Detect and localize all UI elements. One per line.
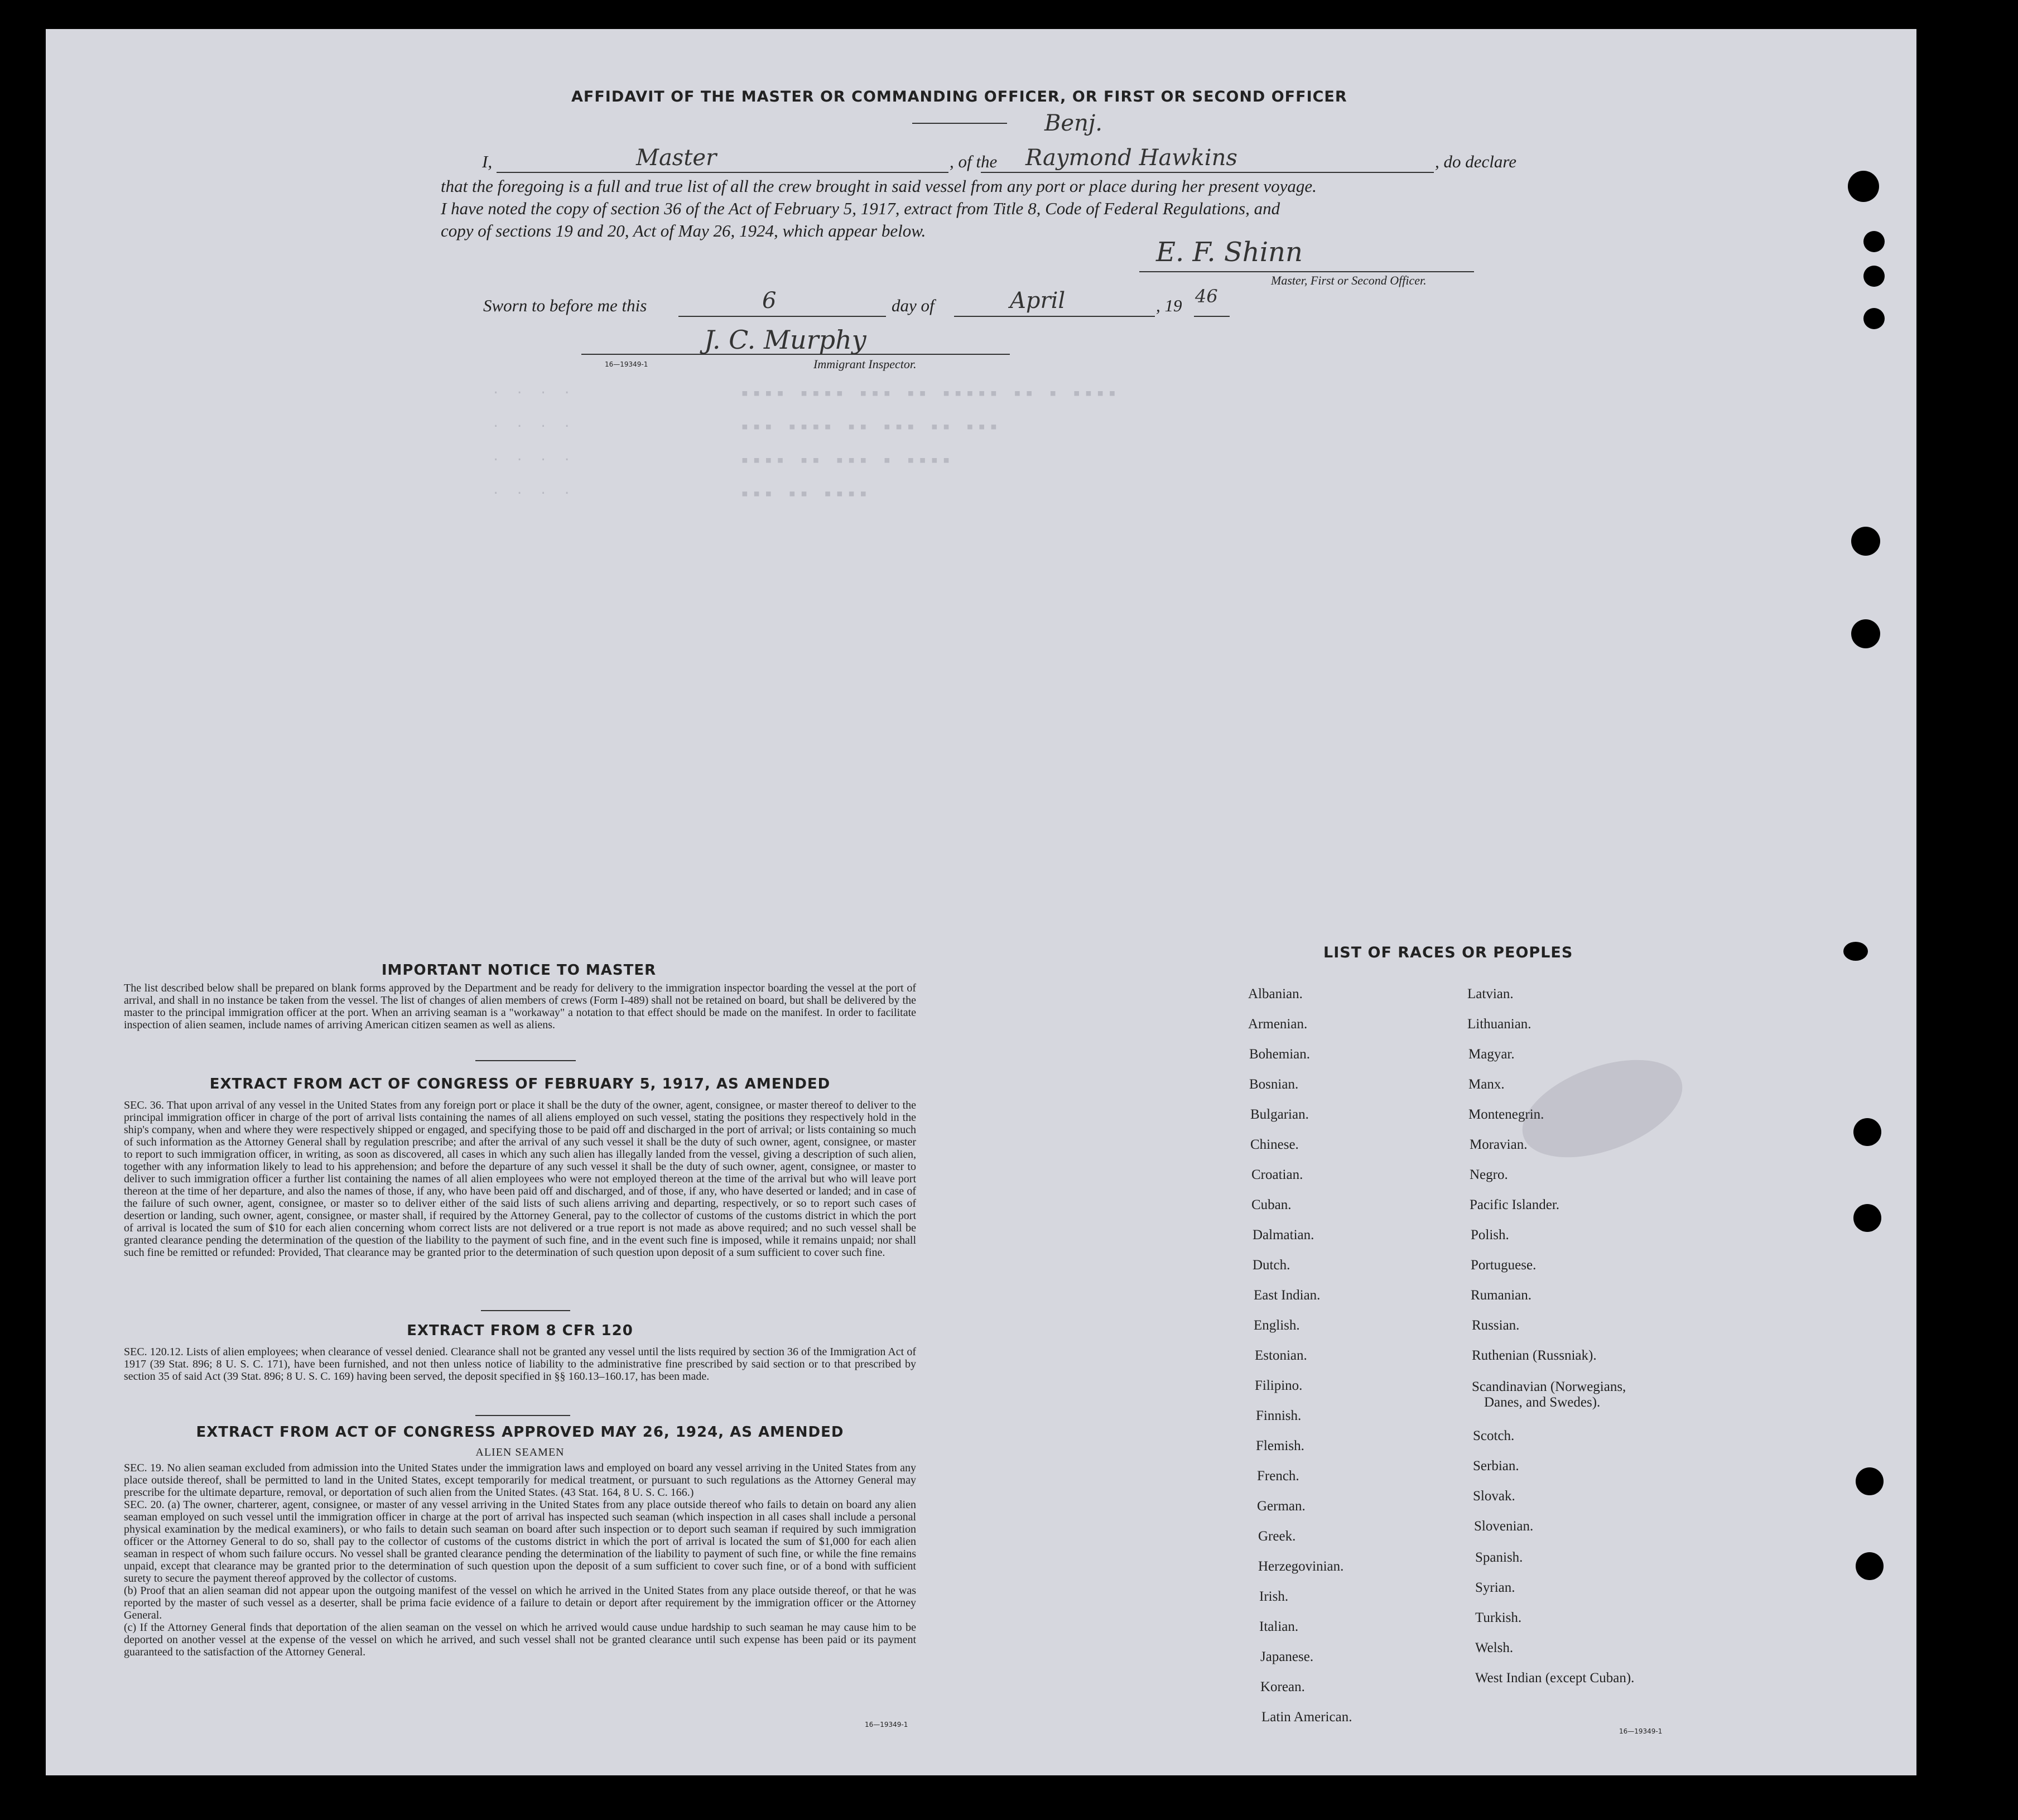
sworn-month-field (954, 288, 1155, 317)
race-item: Polish. (1471, 1227, 1509, 1243)
affidavit-body (441, 175, 1534, 242)
race-item: Spanish. (1475, 1550, 1523, 1565)
officer-handwritten: Master (636, 145, 717, 171)
master-signature-caption: Master, First or Second Officer. (1271, 273, 1427, 287)
extract-form-number: 16—19349-1 (865, 1721, 908, 1728)
notice-title: IMPORTANT NOTICE TO MASTER (381, 962, 657, 979)
race-item: Lithuanian. (1467, 1017, 1531, 1032)
day-of-label: day of (892, 296, 935, 315)
sworn-day-field (678, 288, 886, 317)
inspector-signature: J. C. Murphy (704, 325, 866, 355)
binder-hole (1843, 942, 1868, 961)
extract-1917-paragraph: SEC. 36. That upon arrival of any vessel in the United States from any foreign port or place it shall be the duty of the owner, agent, consignee, or master thereof to deliver to the principal immigration officer in charge of the port of arrival lists containing the names of all aliens employed on such vessel, stating the positions they respectively hold in the ship's company, when and where they were respectively shipped or engaged, and specifying those to be paid off and discharged in the port of arrival; or lists containing so much of such information as the Attorney General shall by regulation prescribe; and after the arrival of any such vessel it shall be the duty of such owner, agent, consignee, or master to report to such immigration officer, in writing, as soon as discovered, all cases in which any such alien has illegally landed from the vessel, giving a description of such alien, together with any information likely to lead to his apprehension; and before the departure of any such vessel it shall be the duty of such owner, agent, consignee, or master to deliver to such immigration officer a further list containing the names of all alien employees who were not employed thereon at the time of the arrival but who will leave port thereon at the time of her departure, and also the names of those, if any, who have been paid off and discharged, and of those, if any, who have deserted or landed; and in case of the failure of such owner, agent, consignee, or master so to deliver either of the said lists of such aliens arriving and departing, respectively, or so to report such cases of desertion or landing, such owner, agent, consignee, or master shall, if required by the Attorney General, pay to the collector of customs of the customs district in which the port of arrival is located the sum of $10 for each alien concerning whom correct lists are not delivered or a true report is not made as above required; and no such vessel shall be granted clearance pending the determination of the question of the liability to the payment of such fine, and in the event such fine is imposed, while it remains unpaid; nor shall such fine be remitted or refunded: Provided, That clearance may be granted prior to the determination of such question upon deposit of a sum sufficient to cover such fine. (124, 1099, 916, 1259)
race-item: Manx. (1468, 1077, 1505, 1092)
extract-1917-body (124, 1099, 916, 1259)
divider (481, 1310, 570, 1311)
vessel-handwritten: Raymond Hawkins (1025, 145, 1237, 171)
vessel-handwritten-top: Benj. (1044, 110, 1102, 136)
race-item: Italian. (1259, 1619, 1299, 1634)
race-item: Syrian. (1475, 1580, 1515, 1595)
race-item: Croatian. (1251, 1167, 1303, 1182)
race-item: Greek. (1258, 1529, 1296, 1544)
binder-hole (1863, 231, 1885, 252)
affidavit-title: AFFIDAVIT OF THE MASTER OR COMMANDING OFFICER, OR FIRST OR SECOND OFFICER (571, 88, 1347, 105)
master-signature: E. F. Shinn (1156, 237, 1303, 268)
races-title: LIST OF RACES OR PEOPLES (1323, 944, 1573, 961)
race-item: Bohemian. (1249, 1047, 1311, 1062)
binder-hole (1863, 308, 1885, 329)
race-item: Russian. (1472, 1318, 1520, 1333)
race-item: West Indian (except Cuban). (1475, 1670, 1635, 1686)
race-item: Estonian. (1255, 1348, 1307, 1363)
race-item: English. (1254, 1318, 1300, 1333)
race-item: Filipino. (1255, 1378, 1303, 1393)
race-item: Magyar. (1468, 1047, 1515, 1062)
race-item: Scandinavian (Norwegians, (1472, 1379, 1626, 1394)
affidavit-prefix: I, (482, 152, 493, 171)
binder-hole (1853, 1118, 1881, 1146)
race-item: Ruthenian (Russniak). (1472, 1348, 1597, 1363)
race-item: Chinese. (1250, 1137, 1299, 1152)
race-item: Dalmatian. (1253, 1227, 1314, 1243)
binder-hole (1851, 527, 1880, 556)
race-item: Danes, and Swedes). (1484, 1395, 1601, 1410)
race-item: Korean. (1260, 1679, 1305, 1694)
race-item: East Indian. (1254, 1288, 1321, 1303)
race-item: Cuban. (1251, 1197, 1292, 1212)
race-item: French. (1257, 1468, 1299, 1484)
race-item: Montenegrin. (1468, 1107, 1544, 1122)
bleed-through-row: · · · · ▪▪▪▪ ▪▪ ▪▪▪ ▪ ▪▪▪▪ (492, 453, 955, 467)
binder-hole (1856, 1467, 1884, 1495)
officer-field (497, 145, 948, 173)
vessel-field (981, 145, 1434, 173)
race-item: Slovenian. (1474, 1519, 1534, 1534)
race-item: Irish. (1259, 1589, 1289, 1604)
race-item: Slovak. (1473, 1489, 1515, 1504)
races-form-number: 16—19349-1 (1619, 1727, 1663, 1735)
title-rule (912, 123, 1007, 124)
sworn-day: 6 (762, 288, 777, 314)
race-item: Bosnian. (1249, 1077, 1299, 1092)
race-item: Welsh. (1475, 1640, 1514, 1655)
extract-1924-body (124, 1462, 916, 1658)
race-item: Latin American. (1261, 1710, 1352, 1725)
extract-cfr-title: EXTRACT FROM 8 CFR 120 (407, 1322, 633, 1339)
race-item: Flemish. (1256, 1438, 1304, 1453)
sec20b-paragraph: (b) Proof that an alien seaman did not appear upon the outgoing manifest of the vessel on which he arrived in the United States from any place outside thereof, or that he was reported by the master of such vessel as a deserter, shall be prima facie evidence of a failure to detain or deport after requirement by the immigration officer or the Attorney General. (124, 1585, 916, 1621)
extract-1917-title: EXTRACT FROM ACT OF CONGRESS OF FEBRUARY 5, 1917, AS AMENDED (209, 1076, 831, 1092)
race-item: Armenian. (1248, 1017, 1308, 1032)
race-item: Bulgarian. (1250, 1107, 1309, 1122)
race-item: Moravian. (1470, 1137, 1528, 1152)
inspector-signature-field (581, 325, 1010, 355)
sec20c-paragraph: (c) If the Attorney General finds that deportation of the alien seaman on the vessel on which he arrived would cause undue hardship to such seaman he may cause him to be deported on another vessel at the expense of the vessel on which he arrived, and such vessel shall not be granted clearance until such expense has been paid or its payment guaranteed to the satisfaction of the Attorney General. (124, 1621, 916, 1658)
sworn-month: April (1010, 288, 1066, 314)
binder-hole (1853, 1204, 1881, 1232)
sec20a-paragraph: SEC. 20. (a) The owner, charterer, agent, consignee, or master of any vessel arriving in the United States from any place outside thereof who fails to detain on board any alien seaman employed on such vessel until the immigration officer in charge at the port of arrival has inspected such seaman (which inspection in all cases shall include a personal physical examination by the medical examiners), or who fails to detain such seaman on board after such inspection or to deport such seaman if required by such immigration officer or the Attorney General to do so, shall pay to the collector of customs of the customs district in which the port of arrival is located the sum of $1,000 for each alien seaman in respect of whom such failure occurs. No vessel shall be granted clearance pending the determination of the liability to payment of such fine, or while the fine remains unpaid, except that clearance may be granted prior to the determination of such question upon the deposit of a sum sufficient to cover such fine, or of a bond with sufficient surety to secure the payment thereof approved by the collector of customs. (124, 1499, 916, 1585)
year-prefix: , 19 (1156, 296, 1182, 315)
binder-hole (1848, 171, 1879, 202)
race-item: German. (1257, 1499, 1306, 1514)
inspector-caption: Immigrant Inspector. (813, 357, 917, 371)
race-item: Scotch. (1473, 1428, 1515, 1443)
bleed-through-row: · · · · ▪▪▪ ▪▪▪▪ ▪▪ ▪▪▪ ▪▪ ▪▪▪ (492, 420, 1002, 434)
race-item: Latvian. (1467, 986, 1514, 1002)
sworn-prefix: Sworn to before me this (483, 296, 647, 315)
race-item: Turkish. (1475, 1610, 1522, 1625)
sworn-year: 46 (1195, 286, 1218, 307)
divider (475, 1415, 570, 1416)
binder-hole (1856, 1552, 1884, 1580)
race-item: Finnish. (1256, 1408, 1302, 1423)
extract-1924-title: EXTRACT FROM ACT OF CONGRESS APPROVED MAY 26, 1924, AS AMENDED (196, 1424, 844, 1441)
affidavit-form-number: 16—19349-1 (605, 360, 648, 368)
master-signature-field (1139, 237, 1474, 272)
race-item: Serbian. (1473, 1458, 1519, 1474)
race-item: Pacific Islander. (1470, 1197, 1560, 1212)
race-item: Portuguese. (1471, 1258, 1537, 1273)
affidavit-body-line3: copy of sections 19 and 20, Act of May 26, 1924, which appear below. (441, 221, 926, 240)
notice-body (124, 982, 916, 1031)
affidavit-body-line1: that the foregoing is a full and true list of all the crew brought in said vessel from any port or place during her present voyage. (441, 176, 1317, 196)
race-item: Albanian. (1248, 986, 1303, 1002)
extract-cfr-body (124, 1346, 916, 1383)
bleed-through-row: · · · · ▪▪▪▪ ▪▪▪▪ ▪▪▪ ▪▪ ▪▪▪▪▪ ▪▪ ▪ ▪▪▪▪ (492, 386, 1120, 400)
of-the-label: , of the (950, 152, 998, 171)
binder-hole (1851, 619, 1880, 648)
race-item: Dutch. (1253, 1258, 1290, 1273)
ink-smudge (1509, 1041, 1695, 1177)
sec19-paragraph: SEC. 19. No alien seaman excluded from admission into the United States under the immigration laws and employed on board any vessel arriving in the United States from any place outside thereof, shall be permitted to land in the United States, except temporarily for medical treatment, or pursuant to such regulations as the Attorney General may prescribe for the ultimate departure, removal, or deportation of such alien from the United States. (43 Stat. 164, 8 U. S. C. 166.) (124, 1462, 916, 1499)
divider (475, 1060, 576, 1061)
race-item: Herzegovinian. (1258, 1559, 1344, 1574)
document-page (46, 29, 1916, 1775)
extract-cfr-paragraph: SEC. 120.12. Lists of alien employees; when clearance of vessel denied. Clearance shall not be granted any vessel until the lists required by section 36 of the Immigration Act of 1917 (39 Stat. 896; 8 U. S. C. 171), have been furnished, and not then unless notice of liability to the administrative fine prescribed by said section or to that prescribed by section 35 of said Act (39 Stat. 896; 8 U. S. C. 169) having been served, the deposit specified in §§ 160.13–160.17, has been made. (124, 1346, 916, 1383)
sworn-year-field (1194, 286, 1230, 317)
race-item: Rumanian. (1471, 1288, 1532, 1303)
do-declare-label: , do declare (1435, 152, 1517, 171)
alien-seamen-subtitle: ALIEN SEAMEN (475, 1446, 565, 1458)
notice-paragraph: The list described below shall be prepared on blank forms approved by the Department and be ready for delivery to the immigration inspector boarding the vessel at the port of arrival, and shall in no instance be taken from the vessel. The list of changes of alien members of crews (Form I-489) shall not be retained on board, but shall be delivered by the master to the principal immigration officer at the port. When an arriving seaman is a "workaway" a notation to that effect should be made on the manifest. In order to facilitate inspection of alien seamen, include names of arriving American citizen seamen as well as aliens. (124, 982, 916, 1031)
race-item: Negro. (1470, 1167, 1508, 1182)
race-item: Japanese. (1260, 1649, 1314, 1664)
bleed-through-row: · · · · ▪▪▪ ▪▪ ▪▪▪▪ (492, 487, 871, 500)
binder-hole (1863, 266, 1885, 287)
affidavit-body-line2: I have noted the copy of section 36 of the Act of February 5, 1917, extract from Title 8, Code of Federal Regulations, and (441, 199, 1280, 218)
